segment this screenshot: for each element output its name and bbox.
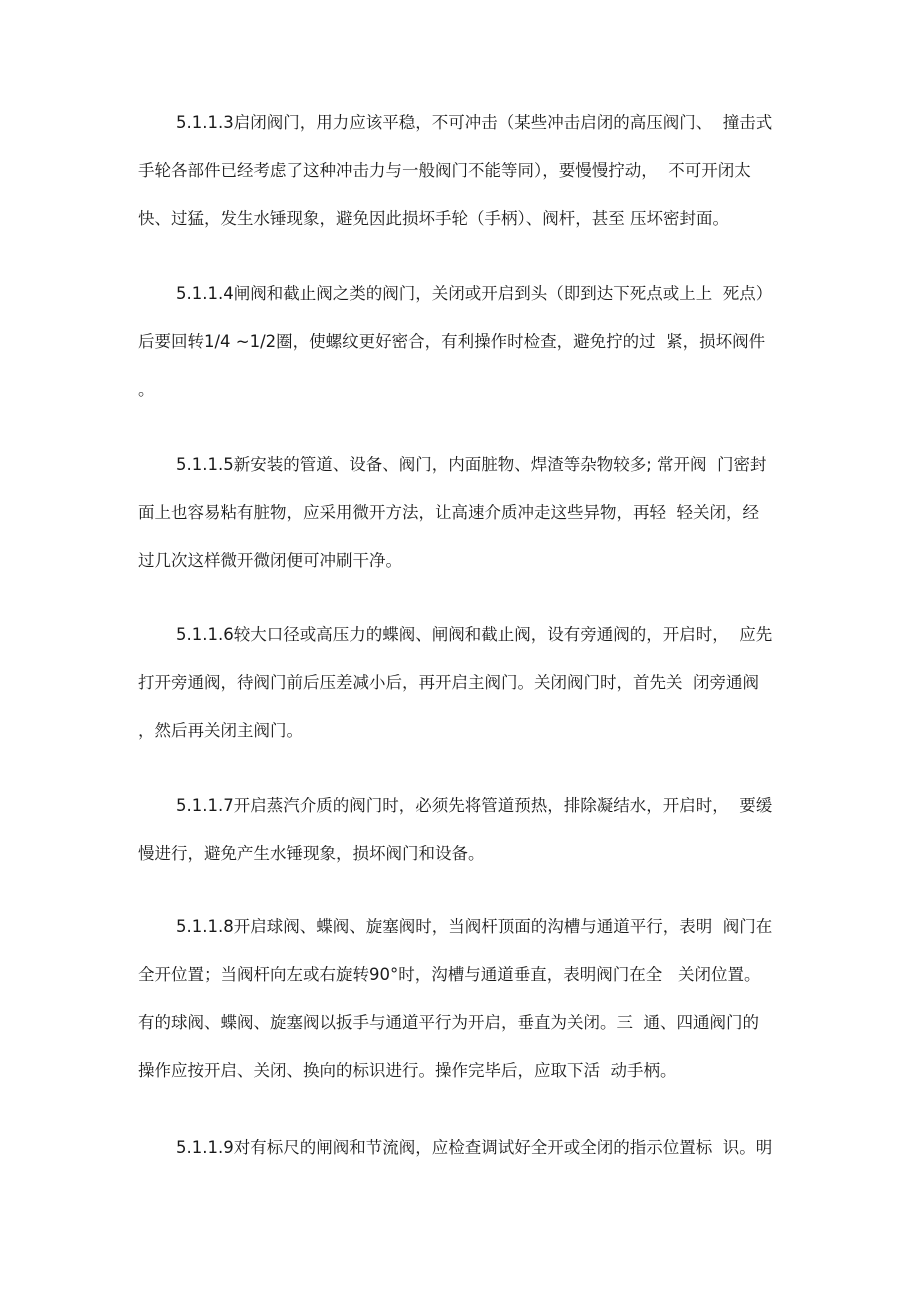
text-line: 5.1.1.5新安装的管道、设备、阀门，内面脏物、焊渣等杂物较多; 常开阀 门密封 bbox=[176, 455, 767, 474]
text-line: 后要回转1/4 ~1/2圈，使螺纹更好密合，有利操作时检查，避免拧的过 紧，损坏阀件 bbox=[138, 332, 766, 351]
text-line: 操作应按开启、关闭、换向的标识进行。操作完毕后，应取下活 动手柄。 bbox=[138, 1061, 677, 1080]
text-line: 5.1.1.9对有标尺的闸阀和节流阀，应检查调试好全开或全闭的指示位置标 识。明 bbox=[176, 1138, 773, 1157]
text-line: 5.1.1.8开启球阀、蝶阀、旋塞阀时，当阀杆顶面的沟槽与通道平行，表明 阀门在 bbox=[176, 917, 773, 936]
text-line: 过几次这样微开微闭便可冲刷干净。 bbox=[138, 551, 402, 570]
text-line: 。 bbox=[138, 380, 155, 399]
text-line: 慢进行，避免产生水锤现象，损坏阀门和设备。 bbox=[138, 844, 485, 863]
text-line: 手轮各部件已经考虑了这种冲击力与一般阀门不能等同），要慢慢拧动， 不可开闭太 bbox=[138, 161, 751, 180]
text-line: 打开旁通阀，待阀门前后压差减小后，再开启主阀门。关闭阀门时，首先关 闭旁通阀 bbox=[138, 673, 759, 692]
text-line: 5.1.1.3启闭阀门，用力应该平稳，不可冲击（某些冲击启闭的高压阀门、 撞击式 bbox=[176, 113, 773, 132]
text-line: 有的球阀、蝶阀、旋塞阀以扳手与通道平行为开启，垂直为关闭。三 通、四通阀门的 bbox=[138, 1013, 759, 1032]
text-line: 5.1.1.6较大口径或高压力的蝶阀、闸阀和截止阀，设有旁通阀的，开启时， 应先 bbox=[176, 625, 773, 644]
text-line: 全开位置；当阀杆向左或右旋转90°时，沟槽与通道垂直，表明阀门在全 关闭位置。 bbox=[138, 965, 761, 984]
text-line: 面上也容易粘有脏物，应采用微开方法，让高速介质冲走这些异物，再轻 轻关闭，经 bbox=[138, 503, 759, 522]
text-line: 5.1.1.7开启蒸汽介质的阀门时，必须先将管道预热，排除凝结水，开启时， 要缓 bbox=[176, 796, 773, 815]
text-line: ，然后再关闭主阀门。 bbox=[138, 721, 303, 740]
text-line: 5.1.1.4闸阀和截止阀之类的阀门，关闭或开启到头（即到达下死点或上上 死点） bbox=[176, 284, 773, 303]
text-line: 快、过猛，发生水锤现象，避免因此损坏手轮（手柄）、阀杆，甚至 压坏密封面。 bbox=[138, 209, 729, 228]
